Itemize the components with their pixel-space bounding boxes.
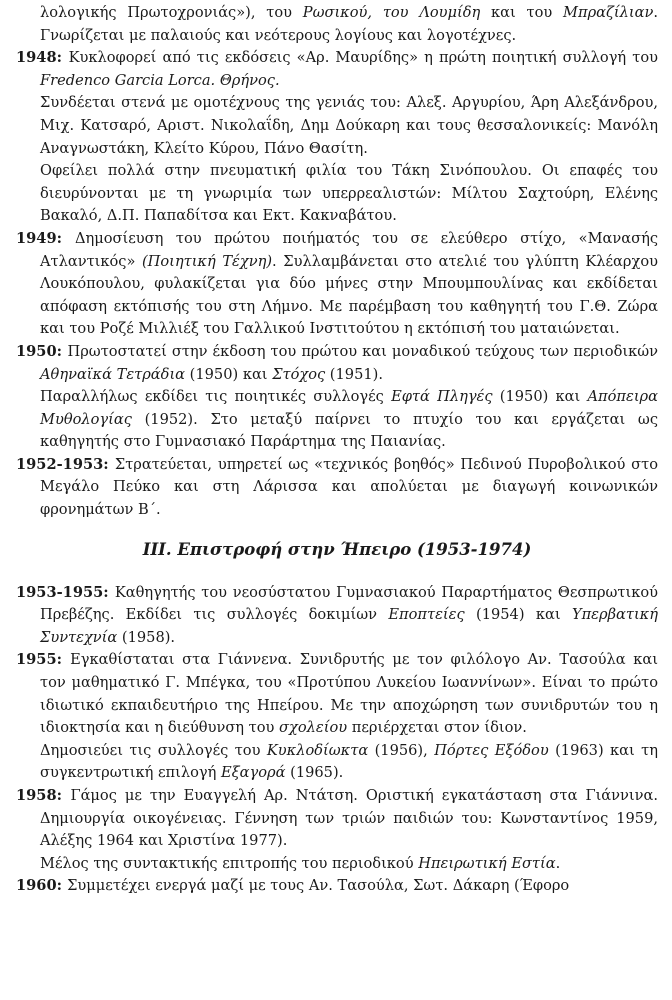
entry-paragraph bbox=[40, 853, 658, 876]
italic-title: Αθηναϊκά Τετράδια bbox=[40, 365, 186, 383]
entry-year: 1958: bbox=[16, 787, 71, 804]
chronology-entry bbox=[16, 2, 658, 47]
entry-paragraph bbox=[16, 582, 658, 650]
italic-title: Στόχος bbox=[272, 365, 326, 383]
entry-paragraph bbox=[40, 386, 658, 454]
italic-title: Ηπειρωτική Εστία bbox=[418, 854, 556, 872]
text-run: . Συλλαμβάνεται στο ατελιέ του γλύπτη Κλέαρχου Λουκόπουλου, φυλακίζεται για δύο μήνες στην Μπουμπουλίνας και εκδίδεται απόφαση εκτόπισής του στη Λήμνο. Με παρέμβαση του καθηγητή του Γ.Θ. Ζώρα και του Ροζέ Μιλλιέξ του Γαλλικού Ινστιτούτου η εκτόπισή του ματαιώνεται. bbox=[40, 252, 658, 338]
text-run: λολογικής Πρωτοχρονιάς»), του bbox=[40, 4, 303, 21]
chronology-entry bbox=[16, 582, 658, 650]
section-heading: III. Επιστροφή στην Ήπειρο (1953-1974) bbox=[142, 539, 532, 559]
italic-title: Fredenco Garcia Lorca. Θρήνος. bbox=[40, 71, 280, 89]
chronology-entry bbox=[16, 875, 658, 898]
text-run: . Γνωρίζεται με παλαιούς και νεότερους λογίους και λογοτέχνες. bbox=[40, 4, 658, 44]
italic-title: Απόπειρα Μυθολογίας bbox=[40, 388, 658, 428]
entry-paragraph bbox=[40, 740, 658, 785]
chronology-entry bbox=[16, 785, 658, 875]
entry-paragraph bbox=[40, 160, 658, 228]
italic-title: Μπραζίλιαν bbox=[563, 4, 654, 21]
entry-paragraph bbox=[40, 92, 658, 160]
entry-year: 1955: bbox=[16, 651, 71, 669]
text-run: (1965). bbox=[285, 764, 344, 782]
entry-paragraph bbox=[16, 341, 658, 386]
italic-title: Εφτά Πληγές bbox=[391, 388, 493, 406]
text-run: Εγκαθίσταται στα Γιάννενα. Συνιδρυτής με τον φιλόλογο Αν. Τασούλα και τον μαθηματικό Γ. Μπέγκα, του «Προτύπου Λυκείου Ιωαννίνων». Είναι το πρώτο ιδιωτικό εκπαιδευτήριο της Ηπείρου. Με την αποχώρηση των συνιδρυτών του η ιδιοκτησία και η διεύθυνση του bbox=[40, 651, 658, 737]
text-run: Συνδέεται στενά με ομοτέχνους της γενιάς του: Αλεξ. Αργυρίου, Άρη Αλεξάνδρου, Μιχ. Κατσαρό, Αριστ. Νικολαΐδη, Δημ Δούκαρη και τους θεσσαλονικείς: Μανόλη Αναγνωστάκη, Κλείτο Κύρου, Πάνο Θασίτη. bbox=[40, 94, 658, 157]
entry-paragraph bbox=[16, 228, 658, 341]
text-run: (1963) και τη συγκεντρωτική επιλογή bbox=[40, 741, 658, 782]
text-run: Συμμετέχει ενεργά μαζί με τους Αν. Τασούλα, Σωτ. Δάκαρη (Έφορο bbox=[67, 877, 570, 895]
italic-title: Πόρτες Εξόδου bbox=[434, 741, 549, 759]
entry-paragraph bbox=[16, 454, 658, 522]
text-run: Οφείλει πολλά στην πνευματική φιλία του Τάκη Σινόπουλου. Οι επαφές του διευρύνονται με τη γνωριμία των υπερρεαλιστών: Μίλτου Σαχτούρη, Ελένης Βακαλό, Δ.Π. Παπαδίτσα και Εκτ. Κακναβάτου. bbox=[40, 162, 658, 225]
text-run: . bbox=[555, 854, 561, 872]
chronology-entry bbox=[16, 341, 658, 454]
entry-year: 1953-1955: bbox=[16, 583, 115, 601]
text-run: (1951). bbox=[325, 365, 383, 383]
text-run: Παραλλήλως εκδίδει τις ποιητικές συλλογές bbox=[40, 388, 392, 406]
entry-paragraph bbox=[40, 2, 658, 47]
entry-paragraph bbox=[16, 875, 658, 898]
text-run: Στρατεύεται, υπηρετεί ως «τεχνικός βοηθός» Πεδινού Πυροβολικού στο Μεγάλο Πεύκο και στη Λάρισσα και απολύεται με διαγωγή κοινωνικών φρονημάτων Β΄. bbox=[40, 455, 658, 519]
entry-year: 1952-1953: bbox=[16, 455, 115, 473]
entry-paragraph bbox=[16, 47, 658, 92]
chronology-entry bbox=[16, 47, 658, 228]
text-run: Δημοσιεύει τις συλλογές του bbox=[40, 741, 267, 759]
chronology-entries-bottom bbox=[16, 582, 658, 898]
italic-title: Εποπτείες bbox=[388, 606, 465, 624]
text-run: και του bbox=[480, 4, 564, 21]
entry-year: 1960: bbox=[16, 877, 68, 895]
text-run: (1954) και bbox=[464, 606, 572, 624]
chronology-entries-top bbox=[16, 2, 658, 522]
chronology-entry bbox=[16, 228, 658, 341]
text-run: Καθηγητής του νεοσύστατου Γυμνασιακού Παραρτήματος Θεσπρωτικού Πρεβέζης. Εκδίδει τις συλλογές δοκιμίων bbox=[40, 583, 658, 624]
entry-year: 1950: bbox=[16, 342, 68, 360]
italic-title: Κυκλοδίωκτα bbox=[266, 741, 369, 759]
text-run: περιέρχεται στον ίδιον. bbox=[347, 719, 527, 737]
chronology-entry bbox=[16, 454, 658, 522]
text-run: (1952). Στο μεταξύ παίρνει το πτυχίο του και εργάζεται ως καθηγητής στο Γυμνασιακό Παράρτημα της Παιανίας. bbox=[40, 410, 658, 451]
text-run: (1956), bbox=[368, 741, 435, 759]
text-run: Δημοσίευση του πρώτου ποιήματός του σε ελεύθερο στίχο, «Μανασής Ατλαντικός» bbox=[40, 229, 658, 270]
text-run: Πρωτοστατεί στην έκδοση του πρώτου και μοναδικού τεύχους των περιοδικών bbox=[67, 342, 658, 360]
entry-paragraph bbox=[16, 649, 658, 739]
italic-title: Υπερβατική Συντεχνία bbox=[40, 606, 658, 646]
entry-year: 1949: bbox=[16, 229, 75, 247]
text-run: (1958). bbox=[117, 628, 176, 646]
italic-title: Ρωσικού, του Λουμίδη bbox=[302, 4, 481, 21]
text-run: Κυκλοφορεί από τις εκδόσεις «Αρ. Μαυρίδης» η πρώτη ποιητική συλλογή του bbox=[68, 49, 658, 67]
text-run: (1950) και bbox=[185, 365, 273, 383]
chronology-entry bbox=[16, 649, 658, 785]
italic-title: (Ποιητική Τέχνη) bbox=[141, 252, 273, 270]
italic-title: σχολείου bbox=[279, 719, 348, 737]
entry-paragraph bbox=[16, 785, 658, 853]
text-run: Μέλος της συντακτικής επιτροπής του περιοδικού bbox=[40, 854, 419, 872]
entry-year: 1948: bbox=[16, 49, 69, 67]
text-run: (1950) και bbox=[492, 388, 588, 406]
text-run: Γάμος με την Ευαγγελή Αρ. Ντάτση. Οριστική εγκατάσταση στα Γιάννινα. Δημιουργία οικογένειας. Γέννηση των τριών παιδιών του: Κωνσταντίνος 1959, Αλέξης 1964 και Χριστίνα 1977). bbox=[40, 787, 658, 850]
italic-title: Εξαγορά bbox=[220, 764, 286, 782]
